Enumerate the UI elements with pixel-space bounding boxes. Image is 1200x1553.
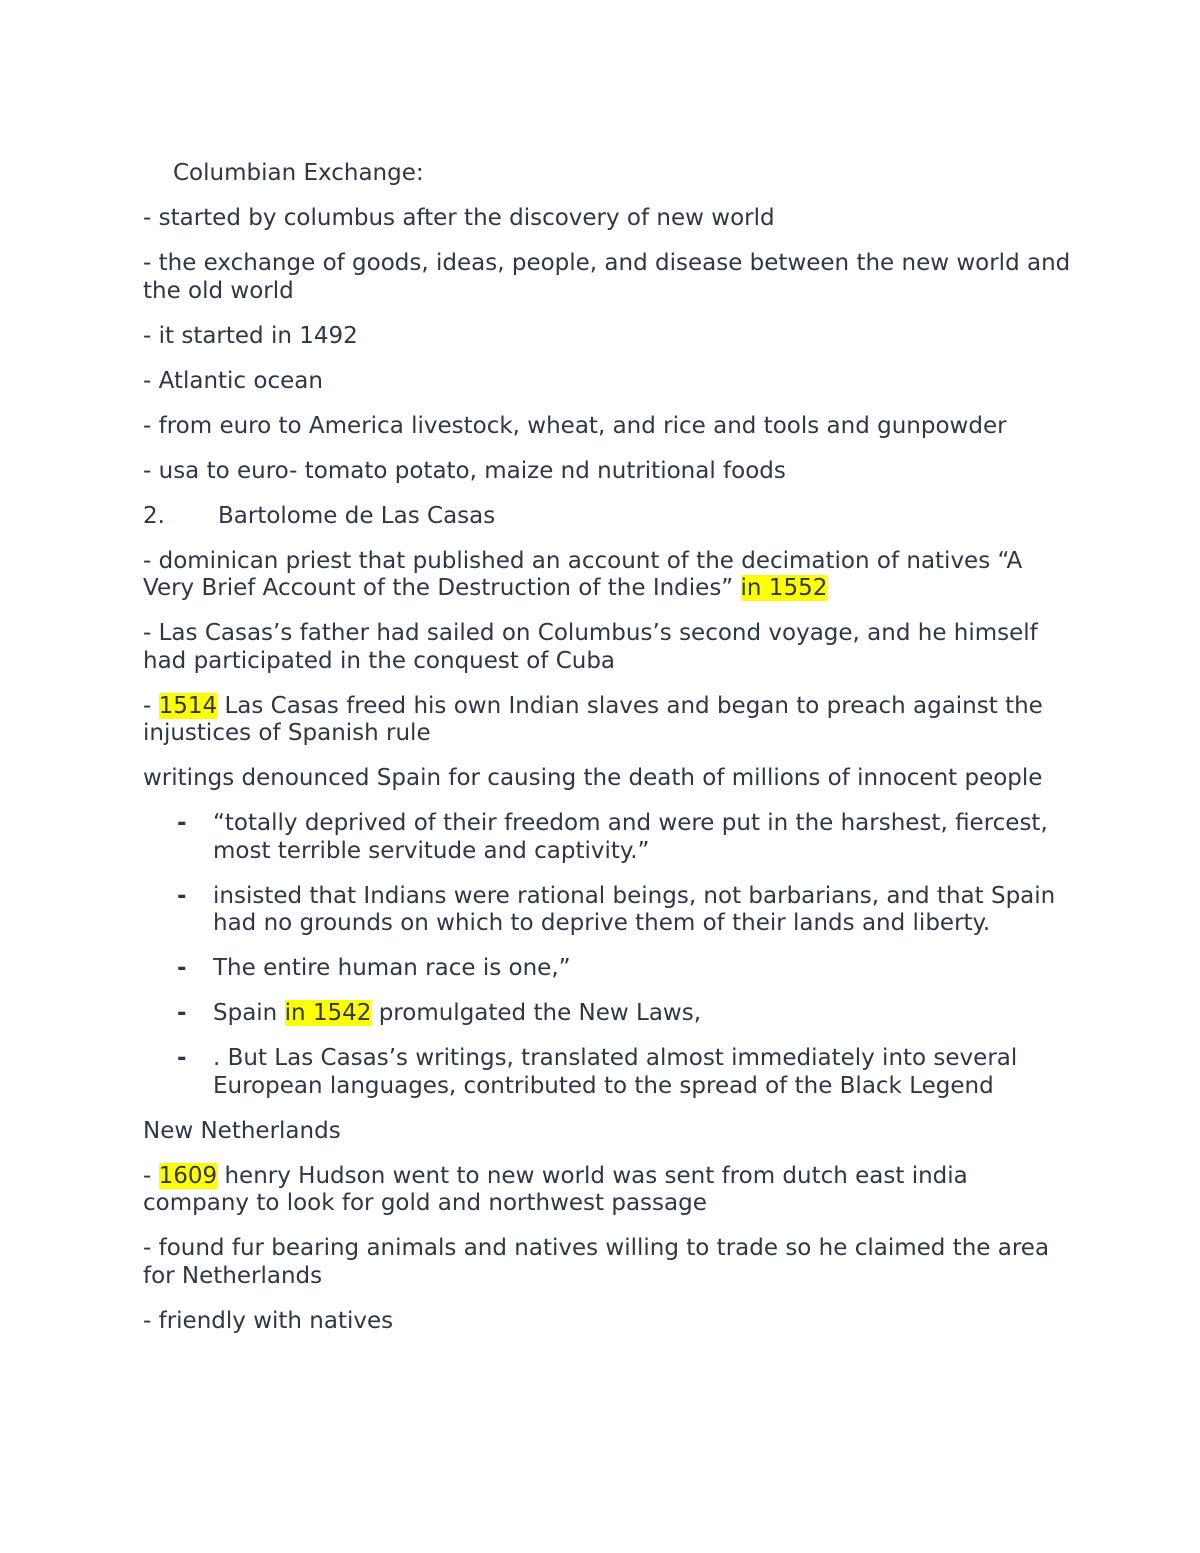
heading-las-casas (143, 503, 1073, 531)
bullet-marker: - (177, 1000, 187, 1026)
note-line: - usa to euro- tomato potato, maize nd nutritional foods (143, 457, 786, 484)
note-text: - dominican priest that published an account of the decimation of natives “A Very Brief Account of the Destruction of the Indies” (143, 547, 1023, 601)
list-item (143, 883, 1073, 938)
bullet-marker: - (177, 955, 187, 981)
note-line: - started by columbus after the discovery of new world (143, 205, 775, 231)
heading-columbian-exchange: Columbian Exchange: (173, 160, 424, 186)
note-line (143, 548, 1073, 603)
list-item (143, 810, 1073, 865)
note-line: writings denounced Spain for causing the death of millions of innocent people (143, 765, 1043, 791)
note-line: - found fur bearing animals and natives willing to trade so he claimed the area for Netherlands (143, 1235, 1050, 1289)
note-line (143, 693, 1073, 748)
list-item-text (213, 1000, 701, 1026)
note-line: - Atlantic ocean (143, 367, 323, 394)
note-line: - Las Casas’s father had sailed on Columbus’s second voyage, and he himself had participated in the conquest of Cuba (143, 620, 1038, 674)
note-text: henry Hudson went to new world was sent from dutch east india company to look for gold and northwest passage (143, 1162, 968, 1216)
section-number: 2. (143, 502, 165, 529)
note-line: - it started in 1492 (143, 322, 358, 349)
list-item (143, 955, 1073, 983)
document-body (143, 160, 1073, 1353)
note-prefix: - (143, 1162, 159, 1189)
bullet-marker: - (177, 882, 187, 909)
list-item-suffix: promulgated the New Laws, (371, 1000, 702, 1026)
bullet-marker: - (177, 1045, 187, 1071)
note-prefix: - (143, 692, 159, 719)
bullet-marker: - (177, 810, 187, 836)
highlighted-text: in 1552 (740, 575, 828, 601)
note-line: - the exchange of goods, ideas, people, and disease between the new world and the old world (143, 250, 1071, 304)
list-item (143, 1045, 1073, 1100)
list-item-text: “totally deprived of their freedom and were put in the harshest, fiercest, most terrible servitude and captivity.” (213, 810, 1048, 864)
highlighted-text: 1514 (158, 692, 218, 719)
note-line: - from euro to America livestock, wheat, and rice and tools and gunpowder (143, 412, 1007, 439)
note-line: - friendly with natives (143, 1307, 394, 1334)
section-title: Bartolome de Las Casas (218, 502, 496, 529)
list-item (143, 1000, 1073, 1028)
bullet-list (143, 810, 1073, 1100)
note-line (143, 1163, 1073, 1218)
highlighted-text: in 1542 (284, 1000, 372, 1026)
highlighted-text: 1609 (158, 1162, 218, 1189)
list-item-text: The entire human race is one,” (213, 955, 571, 981)
list-item-text: . But Las Casas’s writings, translated almost immediately into several European languages, contributed to the spread of the Black Legend (213, 1045, 1018, 1099)
list-item-text: insisted that Indians were rational beings, not barbarians, and that Spain had no grounds on which to deprive them of their lands and liberty. (213, 882, 1056, 936)
heading-new-netherlands: New Netherlands (143, 1117, 341, 1144)
list-item-prefix: Spain (213, 1000, 285, 1026)
note-text: Las Casas freed his own Indian slaves and began to preach against the injustices of Spanish rule (143, 692, 1043, 746)
